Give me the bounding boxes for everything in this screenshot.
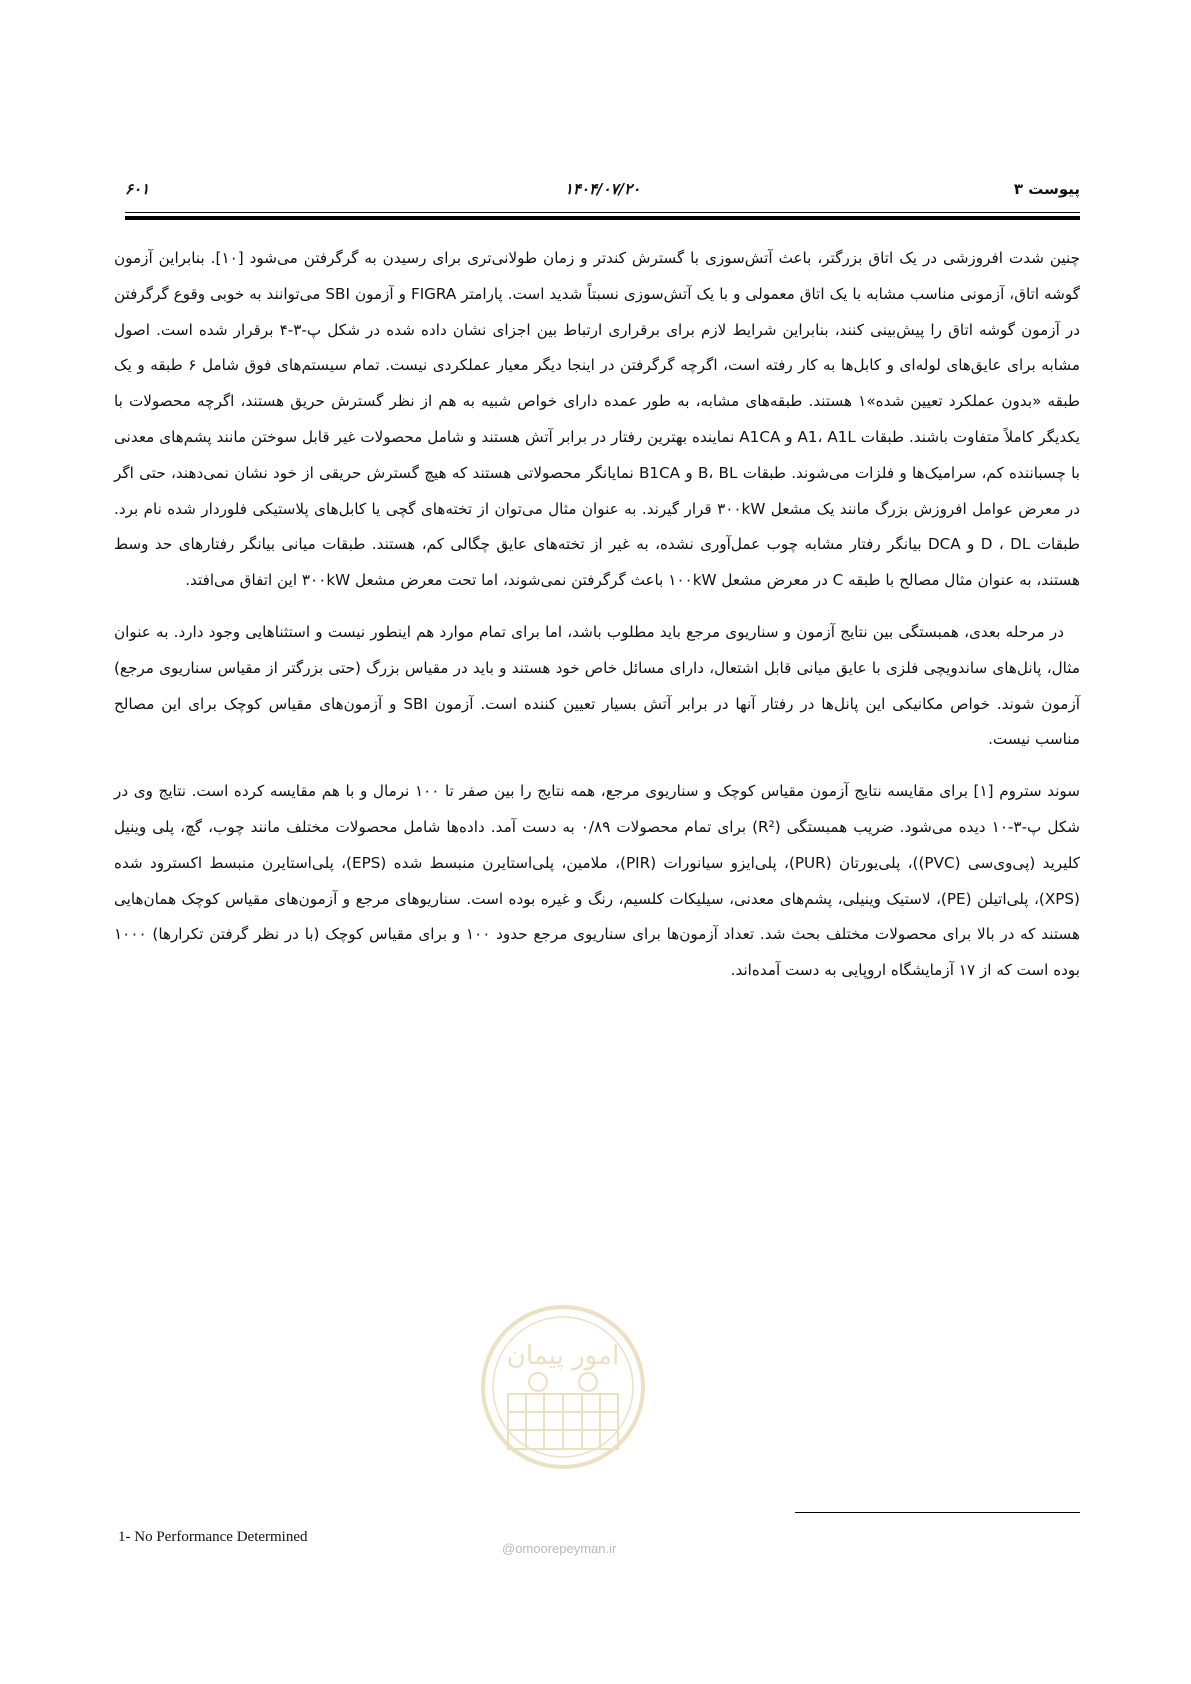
page-header	[125, 180, 1080, 204]
paragraph-2: در مرحله بعدی، همبستگی بین نتایج آزمون و سناریوی مرجع باید مطلوب باشد، اما برای تمام موارد هم اینطور نیست و استثناهایی وجود دارد. به عنوان مثال، پانل‌های ساندویچی فلزی با عایق میانی قابل اشتعال، دارای مسائل خاص خود هستند و باید در مقیاس بزرگ (حتی بزرگتر از مقیاس سناریوی مرجع) آزمون شوند. خواص مکانیکی این پانل‌ها در رفتار آنها در برابر آتش بسیار تعیین کننده است. آزمون SBI و آزمون‌های مقیاس کوچک برای این مصالح مناسب نیست.	[114, 622, 1080, 749]
watermark-url: @omoorepeyman.ir	[502, 1541, 617, 1556]
header-page-number: ۶۰۱	[125, 180, 150, 198]
footnote-divider	[795, 1512, 1080, 1513]
paragraph-1: چنین شدت افروزشی در یک اتاق بزرگتر، باعث آتش‌سوزی با گسترش کندتر و زمان طولانی‌تری برای رسیدن به گرگرفتن می‌شود [۱۰]. بنابراین آزمون گوشه اتاق، آزمونی مناسب مشابه با یک اتاق معمولی و با یک آتش‌سوزی نسبتاً شدید است. پارامتر FIGRA و آزمون SBI می‌توانند به خوبی وقوع گرگرفتن در آزمون گوشه اتاق را پیش‌بینی کنند، بنابراین شرایط لازم برای برقراری ارتباط بین اجزای نشان داده شده در شکل پ-۳-۴ برقرار شده است. اصول مشابه برای عایق‌های لوله‌ای و کابل‌ها به کار رفته است، اگرچه گرگرفتن در اینجا دیگر معیار عملکردی نیست. تمام سیستم‌های فوق شامل ۶ طبقه و یک طبقه «بدون عملکرد تعیین شده»۱ هستند. طبقه‌های مشابه، به طور عمده دارای خواص شبیه به هم از نظر گسترش حریق هستند، اگرچه محصولات با یکدیگر کاملاً متفاوت باشند. طبقات A1، A1L و A1CA نماینده بهترین رفتار در برابر آتش هستند و شامل محصولات غیر قابل سوختن مانند پشم‌های معدنی با چسباننده کم، سرامیک‌ها و فلزات می‌شوند. طبقات B، BL و B1CA نمایانگر محصولاتی هستند که هیچ گسترش حریقی از خود نشان نمی‌دهند، حتی اگر در معرض عوامل افروزش بزرگ مانند یک مشعل ۳۰۰kW قرار گیرند. به عنوان مثال می‌توان از تخته‌های گچی یا کابل‌های پلاستیکی فلوردار شده نام برد. طبقات D ، DL و DCA بیانگر رفتار مشابه چوب عمل‌آوری نشده، به غیر از تخته‌های عایق چگالی کم، هستند. طبقات میانی بیانگر رفتارهای حد وسط هستند، به عنوان مثال مصالح با طبقه C در معرض مشعل ۱۰۰kW باعث گرگرفتن نمی‌شوند، اما تحت معرض مشعل ۳۰۰kW این اتفاق می‌افتد.	[114, 249, 1081, 590]
header-date: ۱۴۰۴/۰۷/۲۰	[564, 180, 641, 198]
paragraph-3: سوند ستروم [۱] برای مقایسه نتایج آزمون مقیاس کوچک و سناریوی مرجع، همه نتایج را بین صفر تا ۱۰۰ نرمال و با هم مقایسه کرده است. نتایج وی در شکل پ-۳-۱۰ دیده می‌شود. ضریب همبستگی (R²) برای تمام محصولات ۰/۸۹ به دست آمد. داده‌ها شامل محصولات مختلف مانند چوب، گچ، پلی وینیل کلیرید (پی‌وی‌سی (PVC))، پلی‌یورتان (PUR)، پلی‌ایزو سیانورات (PIR)، ملامین، پلی‌استایرن منبسط شده (EPS)، پلی‌استایرن منبسط اکسترود شده (XPS)، پلی‌اتیلن (PE)، لاستیک وینیلی، پشم‌های معدنی، سیلیکات کلسیم، رنگ و غیره بوده است. سناریوهای مرجع و آزمون‌های مقیاس کوچک همان‌هایی هستند که در بالا برای محصولات مختلف بحث شد. تعداد آزمون‌ها برای سناریوی مرجع حدود ۱۰۰ و برای مقیاس کوچک (با در نظر گرفتن تکرارها) ۱۰۰۰ بوده است که از ۱۷ آزمایشگاه اروپایی به دست آمده‌اند.	[114, 782, 1081, 980]
header-appendix-label: پیوست ۳	[1013, 180, 1080, 198]
footnote: 1- No Performance Determined	[118, 1529, 308, 1545]
watermark-logo-text: امور پیمان	[506, 1341, 620, 1371]
header-rule-thin	[125, 212, 1080, 213]
header-rule-thick	[125, 216, 1080, 220]
watermark-logo	[478, 1302, 648, 1482]
body-text	[114, 241, 1080, 989]
